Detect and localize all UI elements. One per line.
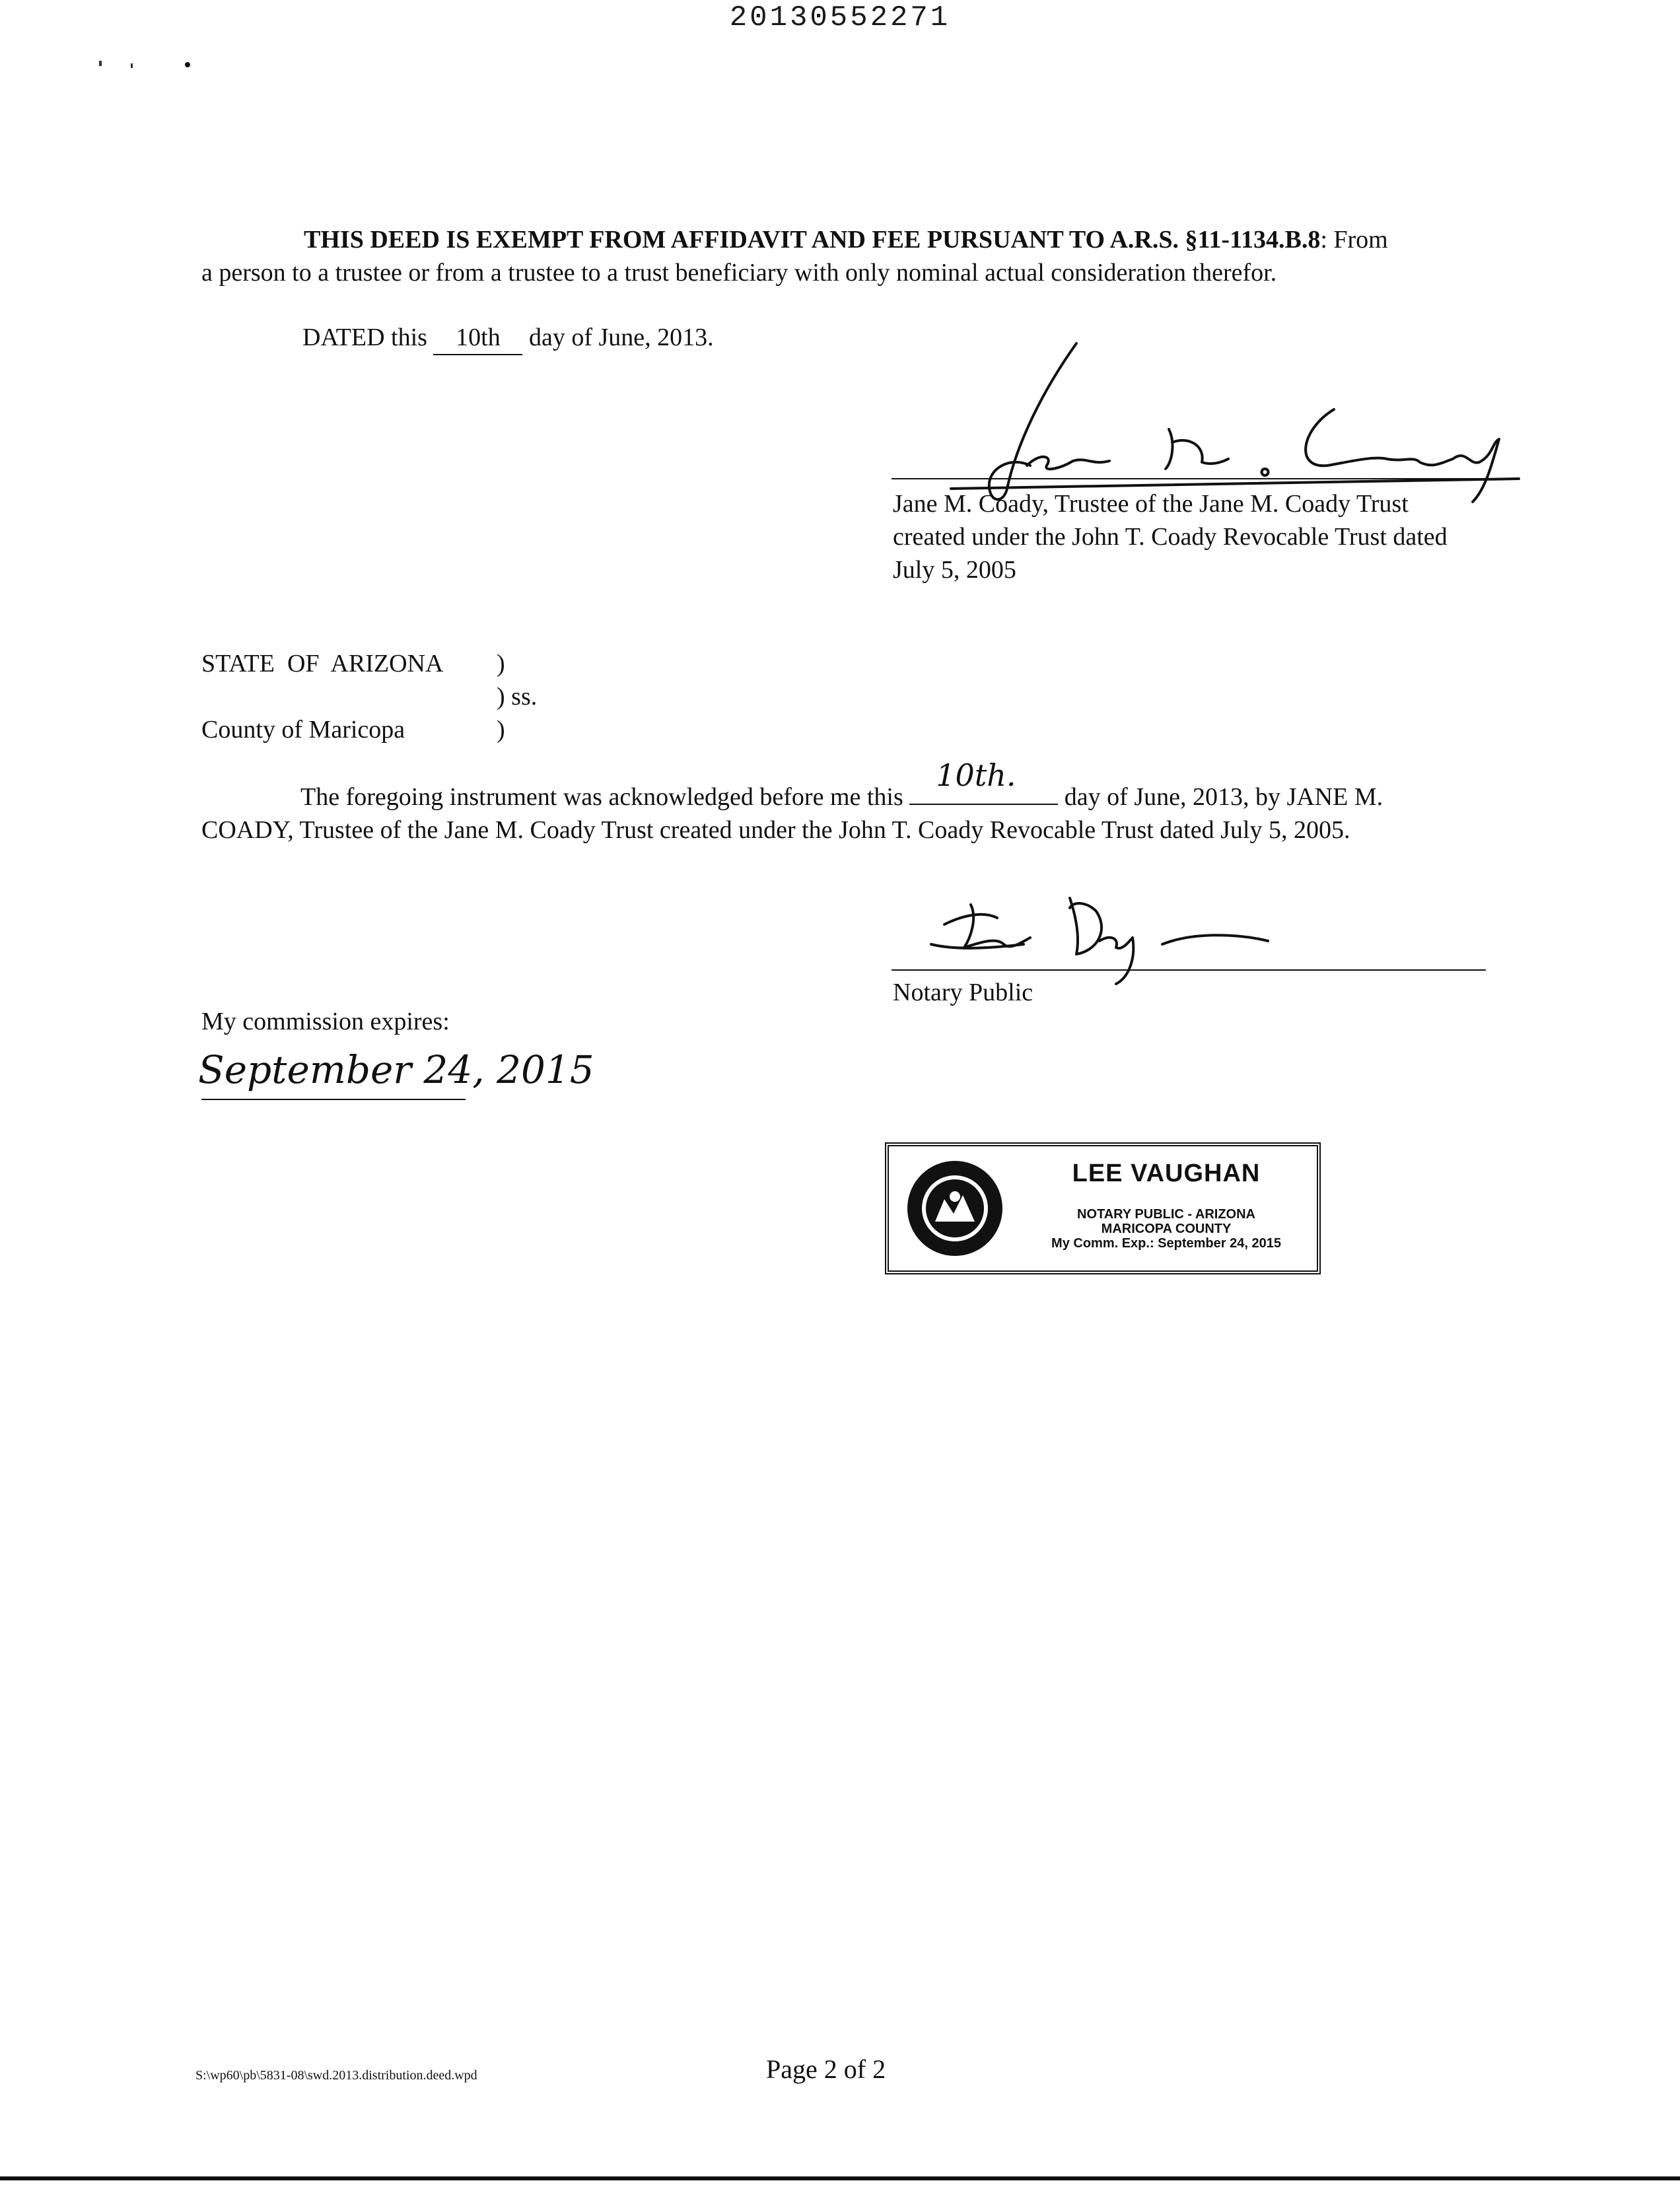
ack-day-blank (909, 757, 1058, 805)
dated-prefix: DATED this (302, 324, 427, 351)
scan-speck (185, 62, 190, 67)
notary-signature (925, 878, 1294, 990)
venue-state: STATE OF ARIZONA (201, 650, 444, 677)
trustee-signature-line (892, 478, 1486, 479)
dated-day: 10th (433, 321, 522, 355)
venue-paren-3: ) (497, 716, 505, 744)
notary-label: Notary Public (893, 979, 1033, 1006)
venue-county: County of Maricopa (201, 716, 405, 744)
trustee-caption-line-3: July 5, 2005 (893, 556, 1016, 584)
footer-file-path: S:\wp60\pb\5831-08\swd.2013.distribution.deed.wpd (195, 2068, 477, 2083)
venue-ss: ) ss. (497, 683, 538, 711)
stamp-line-2: MARICOPA COUNTY (1101, 1222, 1232, 1236)
ack-line-2: COADY, Trustee of the Jane M. Coady Trust created under the John T. Coady Revocable Trust dated July 5, 2005. (201, 816, 1350, 844)
exemption-line-2: a person to a trustee or from a trustee to a trust beneficiary with only nominal actual consideration therefor. (201, 259, 1277, 287)
exemption-heading-tail: : From (1320, 226, 1388, 254)
ack-day-handwritten: 10th. (936, 757, 1016, 793)
recording-number: 20130552271 (729, 1, 951, 34)
acknowledgment-paragraph (201, 757, 1496, 847)
notary-signature-line (892, 969, 1486, 971)
dated-line (302, 321, 714, 355)
scan-edge (0, 2176, 1680, 2180)
state-seal-icon (902, 1158, 1008, 1259)
footer-page-number: Page 2 of 2 (766, 2054, 886, 2084)
ack-prefix: The foregoing instrument was acknowledged before me this (300, 783, 903, 811)
scan-speck (99, 61, 102, 66)
commission-date-handwritten: September 24, 2015 (198, 1047, 594, 1092)
venue-paren-1: ) (497, 650, 505, 677)
trustee-caption-line-2: created under the John T. Coady Revocable Trust dated (893, 523, 1448, 551)
notary-stamp (885, 1142, 1321, 1274)
stamp-line-1: NOTARY PUBLIC - ARIZONA (1077, 1207, 1255, 1222)
ack-suffix: day of June, 2013, by JANE M. (1064, 783, 1383, 811)
stamp-name: LEE VAUGHAN (1072, 1160, 1261, 1187)
dated-suffix: day of June, 2013. (528, 324, 714, 351)
exemption-heading: THIS DEED IS EXEMPT FROM AFFIDAVIT AND FEE PURSUANT TO A.R.S. §11-1134.B.8 (304, 226, 1321, 254)
stamp-line-3: My Comm. Exp.: September 24, 2015 (1051, 1236, 1281, 1251)
trustee-caption-line-1: Jane M. Coady, Trustee of the Jane M. Coady Trust (893, 490, 1409, 518)
commission-date-line (201, 1099, 466, 1100)
scan-speck (131, 63, 133, 68)
trustee-caption (893, 487, 1448, 586)
commission-label: My commission expires: (201, 1008, 450, 1035)
exemption-paragraph (201, 223, 1489, 289)
